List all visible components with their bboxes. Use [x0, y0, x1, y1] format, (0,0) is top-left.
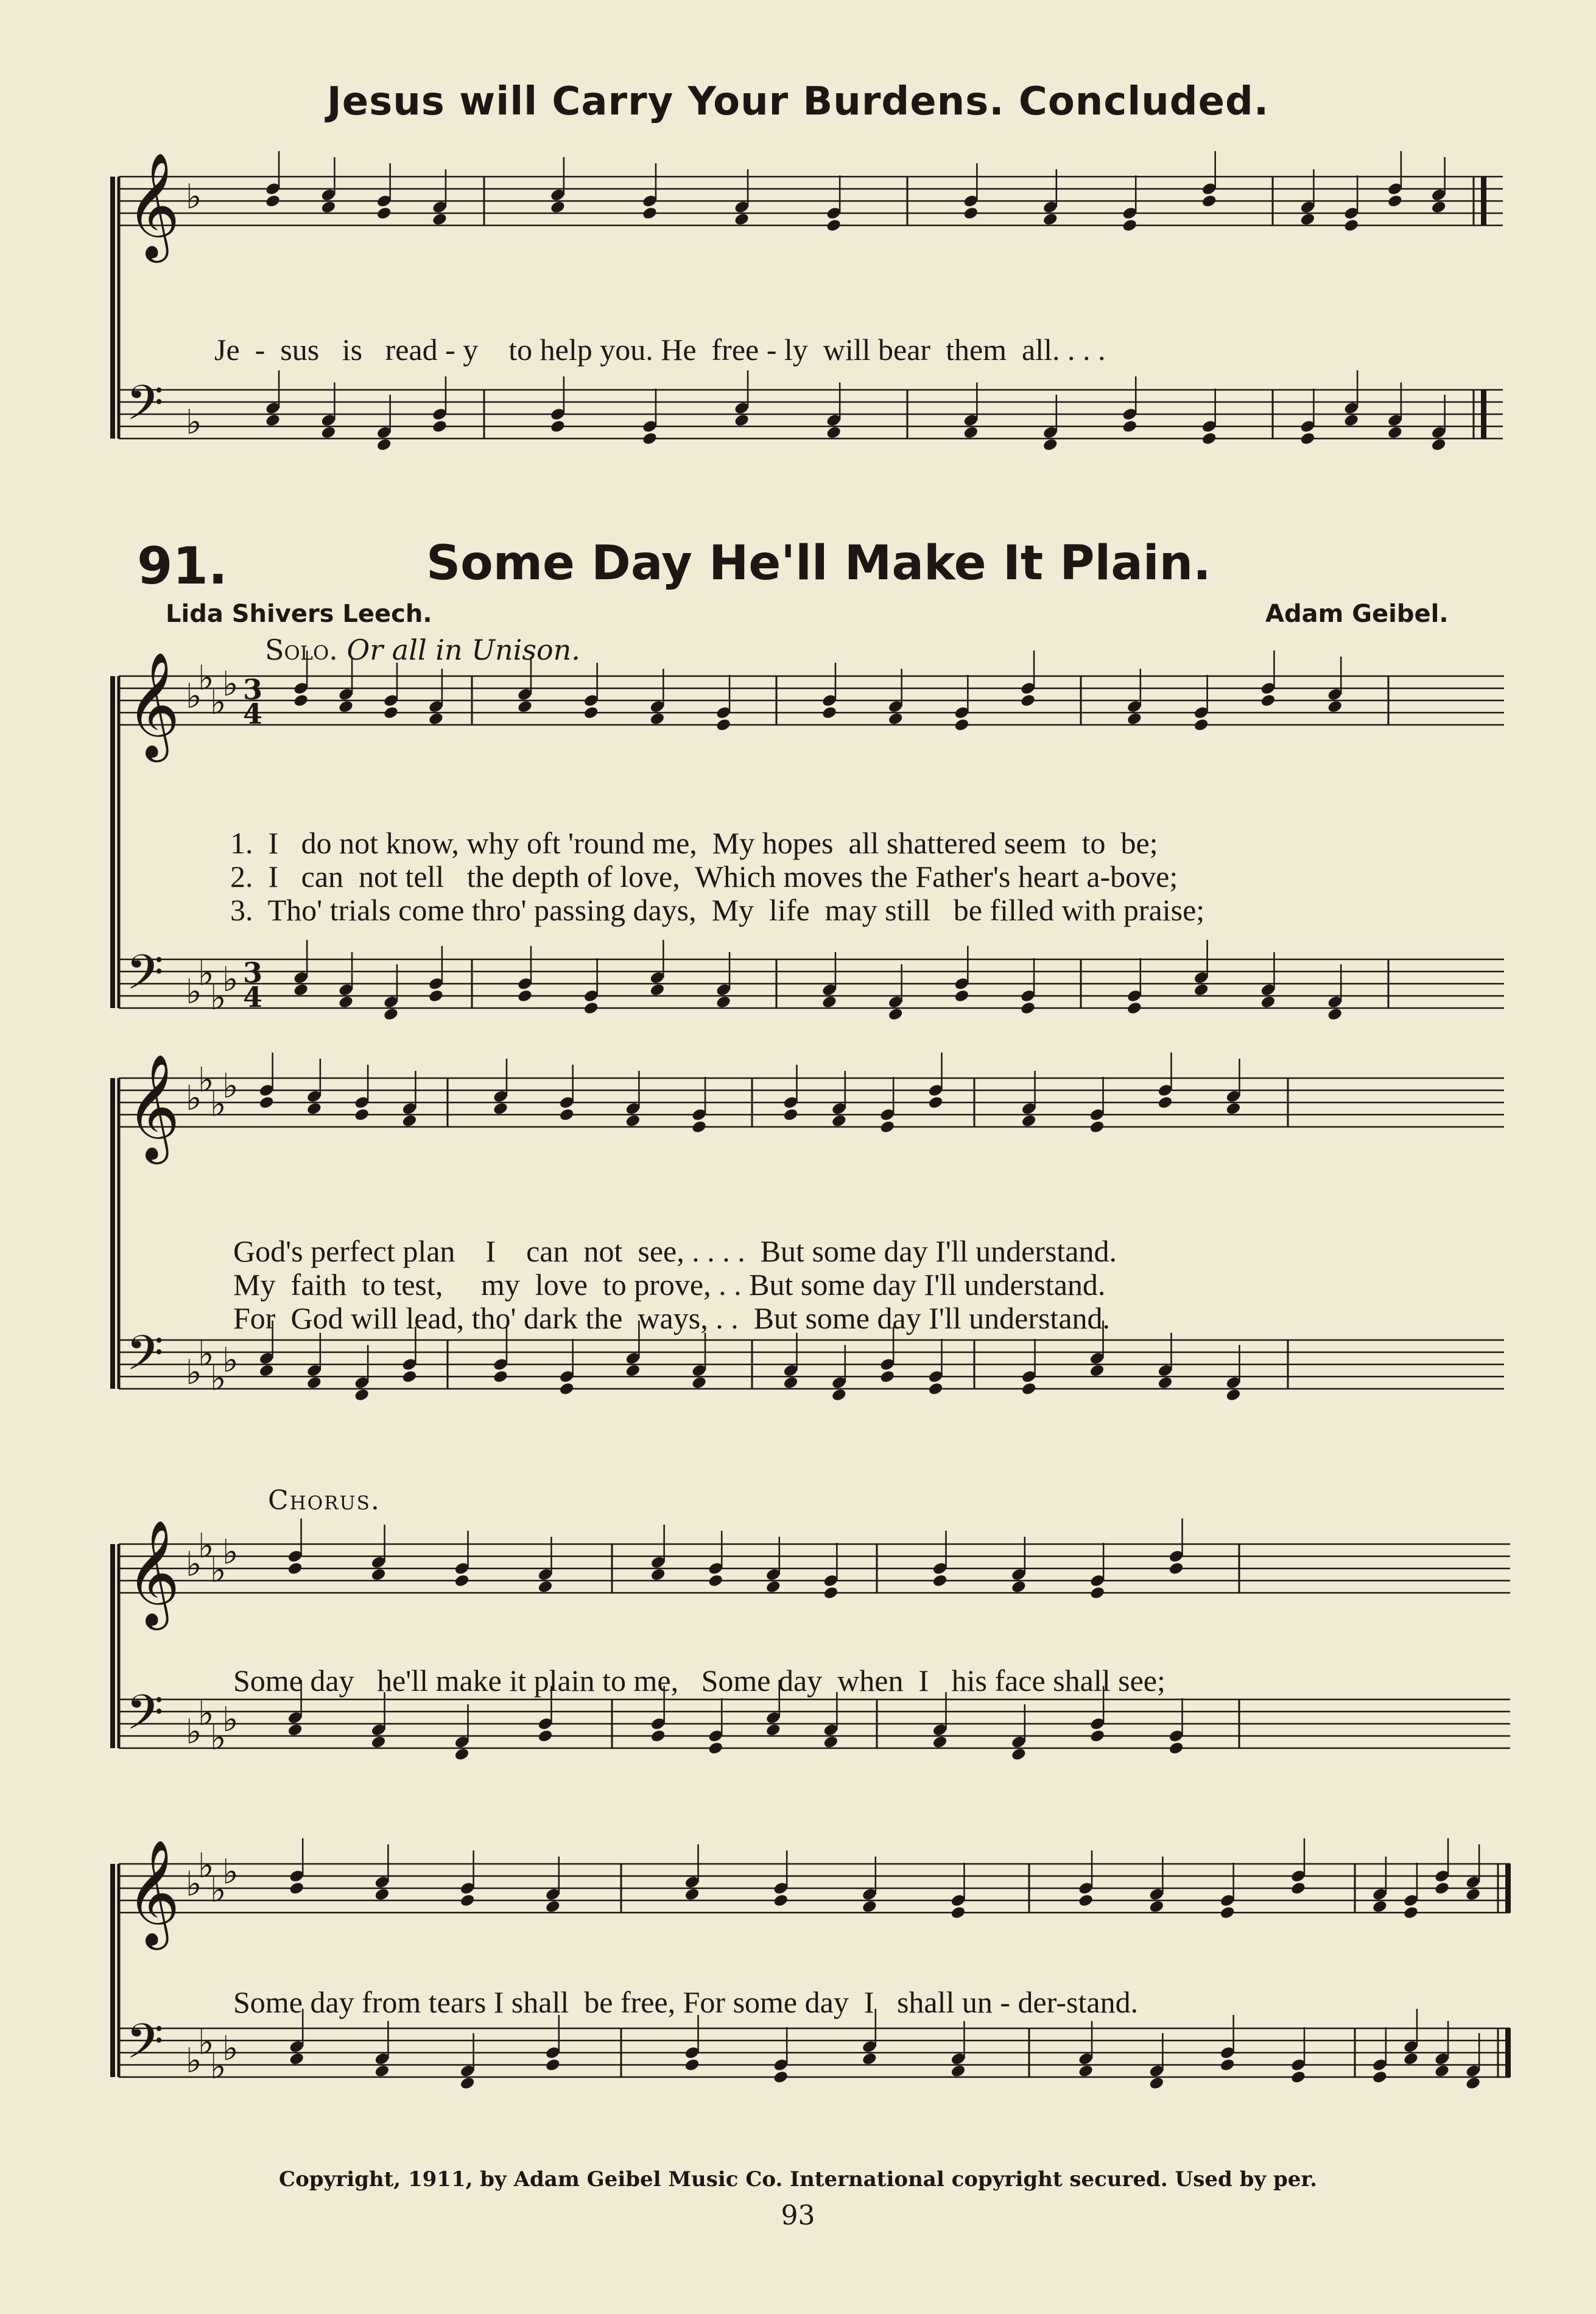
note-head — [650, 1729, 666, 1743]
note-head — [1089, 1363, 1105, 1378]
note-head — [879, 1120, 896, 1134]
chorus-label: Chorus. — [268, 1485, 381, 1516]
note-head — [550, 419, 566, 434]
note-head — [861, 1899, 877, 1914]
note-head — [1021, 1381, 1037, 1396]
flat-icon: ♭ — [222, 1067, 239, 1106]
note-head — [879, 1369, 896, 1384]
note-head — [826, 218, 842, 233]
treble-staff — [119, 652, 1504, 763]
note-head — [684, 2058, 700, 2072]
flat-icon: ♭ — [222, 1341, 239, 1380]
verse-1-line-1: 1. I do not know, why oft 'round me, My hopes all shattered seem to be; — [230, 826, 1158, 860]
flat-icon: ♭ — [186, 177, 202, 217]
note-head — [684, 1887, 700, 1902]
note-head — [963, 425, 979, 440]
note-head — [537, 1729, 554, 1743]
note-head — [338, 699, 354, 714]
note-head — [708, 1741, 724, 1755]
note-head — [650, 1567, 666, 1582]
note-head — [258, 1363, 275, 1378]
note-head — [950, 1905, 966, 1920]
note-head — [1126, 1001, 1142, 1015]
music-system-2 — [0, 1054, 1596, 1444]
note-head — [1225, 1388, 1242, 1402]
flat-icon: ♭ — [222, 665, 239, 704]
bass-clef-icon: 𝄢 — [126, 1684, 164, 1752]
note-head — [428, 989, 445, 1003]
note-head — [1148, 2076, 1165, 2090]
note-head — [1122, 419, 1138, 434]
bass-staff — [119, 1684, 1510, 1758]
note-head — [1193, 718, 1209, 732]
note-head — [428, 711, 445, 726]
note-head — [887, 711, 904, 726]
unison-label: Or all in Unison. — [346, 633, 580, 666]
note-head — [782, 1107, 799, 1122]
note-head — [691, 1120, 708, 1134]
note-head — [374, 1887, 390, 1902]
flat-icon: ♭ — [210, 1871, 227, 1910]
note-head — [376, 206, 392, 220]
note-head — [306, 1375, 323, 1390]
note-head — [823, 1586, 839, 1600]
flat-icon: ♭ — [198, 2023, 214, 2062]
music-system-1 — [0, 652, 1596, 1063]
flat-icon: ♭ — [198, 954, 214, 993]
note-head — [265, 413, 281, 428]
note-head — [625, 1363, 641, 1378]
note-head — [1465, 1887, 1482, 1902]
note-head — [932, 1573, 948, 1588]
flat-icon: ♭ — [186, 2041, 202, 2081]
flat-icon: ♭ — [210, 978, 227, 1018]
note-head — [1434, 1881, 1450, 1896]
note-head — [383, 705, 399, 720]
note-head — [1219, 1905, 1236, 1920]
note-head — [370, 1735, 387, 1749]
note-head — [493, 1101, 509, 1116]
note-head — [932, 1735, 948, 1749]
previous-hymn-title: Jesus will Carry Your Burdens. Concluded. — [326, 79, 1270, 124]
note-head — [293, 982, 309, 997]
note-head — [927, 1381, 944, 1396]
note-head — [954, 718, 970, 732]
treble-clef-icon: 𝄞 — [126, 152, 180, 258]
note-head — [1372, 1899, 1388, 1914]
note-head — [715, 718, 732, 732]
flat-icon: ♭ — [186, 677, 202, 716]
verse-3-line-2: For God will lead, tho' dark the ways, . . But some day I'll understand. — [233, 1301, 1111, 1335]
music-system-3 — [0, 1520, 1596, 1803]
note-head — [1089, 1586, 1106, 1600]
note-head — [306, 1101, 323, 1116]
note-head — [950, 2064, 966, 2078]
lyricist-credit: Lida Shivers Leech. — [166, 600, 432, 628]
flat-icon: ♭ — [186, 1545, 202, 1584]
note-head — [823, 1735, 839, 1749]
note-head — [258, 1095, 275, 1110]
note-head — [376, 437, 392, 452]
note-head — [963, 206, 979, 220]
note-head — [1126, 711, 1142, 726]
note-head — [821, 705, 838, 720]
note-head — [459, 1893, 476, 1908]
note-head — [1299, 212, 1316, 227]
bass-clef-icon: 𝄢 — [126, 1325, 164, 1393]
note-head — [642, 206, 658, 220]
note-head — [370, 1567, 387, 1582]
flat-icon: ♭ — [222, 1533, 239, 1572]
flat-icon: ♭ — [210, 1085, 227, 1124]
note-head — [826, 425, 842, 440]
note-head — [625, 1113, 641, 1128]
note-head — [287, 1561, 303, 1576]
chorus-line-1: Some day he'll make it plain to me, Some day when I his face shall see; — [233, 1663, 1165, 1698]
flat-icon: ♭ — [186, 1712, 202, 1752]
note-head — [558, 1107, 575, 1122]
note-head — [1430, 437, 1447, 452]
note-head — [954, 989, 970, 1003]
flat-icon: ♭ — [222, 960, 239, 1000]
flat-icon: ♭ — [186, 1353, 202, 1392]
treble-clef-icon: 𝄞 — [126, 1054, 180, 1160]
note-head — [265, 194, 281, 208]
treble-clef-icon: 𝄞 — [126, 652, 180, 758]
note-head — [1290, 2070, 1307, 2084]
note-head — [293, 693, 309, 708]
note-head — [1193, 982, 1209, 997]
treble-clef-icon: 𝄞 — [126, 1840, 180, 1945]
time-signature: 4 — [243, 981, 263, 1014]
verse-2-line-2: My faith to test, my love to prove, . . But some day I'll understand. — [233, 1268, 1106, 1302]
note-head — [1201, 194, 1217, 208]
note-head — [1343, 218, 1360, 233]
note-head — [1157, 1375, 1173, 1390]
performance-instruction — [265, 633, 580, 666]
note-head — [773, 1893, 789, 1908]
note-head — [1157, 1095, 1173, 1110]
note-head — [1010, 1747, 1027, 1762]
note-head — [374, 2064, 390, 2078]
note-head — [765, 1579, 781, 1594]
note-head — [1201, 431, 1217, 446]
flat-icon: ♭ — [198, 1694, 214, 1734]
note-head — [1168, 1561, 1184, 1576]
bass-staff — [119, 944, 1504, 1018]
note-head — [354, 1107, 370, 1122]
time-signature: 4 — [243, 697, 263, 730]
treble-staff — [119, 1520, 1510, 1631]
note-head — [1403, 1905, 1419, 1920]
note-head — [708, 1573, 724, 1588]
flat-icon: ♭ — [210, 1718, 227, 1758]
bass-clef-icon: 𝄢 — [126, 944, 164, 1012]
note-head — [1327, 1007, 1343, 1021]
note-head — [821, 995, 838, 1009]
note-head — [454, 1747, 470, 1762]
flat-icon: ♭ — [186, 1864, 202, 1904]
note-head — [537, 1579, 554, 1594]
note-head — [765, 1723, 781, 1737]
note-head — [550, 200, 566, 214]
note-head — [887, 1007, 904, 1021]
note-head — [1343, 413, 1360, 428]
note-head — [583, 1001, 599, 1015]
treble-staff — [119, 1840, 1510, 1950]
music-system-previous — [0, 152, 1596, 493]
note-head — [1089, 1729, 1106, 1743]
note-head — [544, 1899, 561, 1914]
composer-credit: Adam Geibel. — [1265, 600, 1449, 628]
page-number: 93 — [781, 2200, 815, 2231]
hymn-title: Some Day He'll Make It Plain. — [426, 536, 1211, 591]
note-head — [1042, 212, 1058, 227]
note-head — [734, 413, 750, 428]
note-head — [354, 1388, 370, 1402]
note-head — [1465, 2076, 1482, 2090]
flat-icon: ♭ — [222, 2029, 239, 2069]
note-head — [383, 1007, 399, 1021]
verse-2-line-1: 2. I can not tell the depth of love, Which moves the Father's heart a-bove; — [230, 859, 1178, 894]
note-head — [649, 711, 666, 726]
note-head — [1299, 431, 1316, 446]
flat-icon: ♭ — [210, 683, 227, 722]
note-head — [1403, 2051, 1419, 2066]
flat-icon: ♭ — [222, 1700, 239, 1740]
time-signature: 3 — [243, 673, 263, 706]
note-head — [773, 2070, 789, 2084]
note-head — [1021, 1113, 1037, 1128]
note-head — [831, 1113, 847, 1128]
flat-icon: ♭ — [186, 403, 202, 442]
note-head — [1078, 1893, 1094, 1908]
flat-icon: ♭ — [198, 1060, 214, 1100]
note-head — [517, 989, 533, 1003]
note-head — [649, 982, 666, 997]
bass-clef-icon: 𝄢 — [126, 2013, 164, 2081]
note-head — [401, 1369, 418, 1384]
note-head — [558, 1381, 575, 1396]
note-head — [401, 1113, 418, 1128]
note-head — [1387, 194, 1404, 208]
flat-icon: ♭ — [198, 1526, 214, 1566]
note-head — [1327, 699, 1343, 714]
note-head — [454, 1573, 470, 1588]
flat-icon: ♭ — [210, 1359, 227, 1399]
note-head — [287, 1723, 303, 1737]
note-head — [1020, 1001, 1036, 1015]
treble-clef-icon: 𝄞 — [126, 1520, 180, 1626]
music-system-4 — [0, 1840, 1596, 2132]
note-head — [493, 1369, 509, 1384]
note-head — [1148, 1899, 1165, 1914]
flat-icon: ♭ — [198, 658, 214, 698]
flat-icon: ♭ — [198, 1846, 214, 1886]
note-head — [734, 212, 750, 227]
note-head — [1020, 693, 1036, 708]
note-head — [517, 699, 533, 714]
flat-icon: ♭ — [210, 1551, 227, 1590]
note-head — [544, 2058, 561, 2072]
note-head — [927, 1095, 944, 1110]
bass-staff — [119, 1325, 1504, 1399]
note-head — [1078, 2064, 1094, 2078]
solo-label: Solo. — [265, 633, 338, 666]
note-head — [1430, 200, 1447, 214]
note-head — [1219, 2058, 1236, 2072]
note-head — [715, 995, 732, 1009]
note-head — [782, 1375, 799, 1390]
hymn-number: 91. — [137, 536, 228, 596]
note-head — [1387, 425, 1404, 440]
treble-staff — [119, 1054, 1504, 1165]
flat-icon: ♭ — [222, 1852, 239, 1892]
flat-icon: ♭ — [186, 1079, 202, 1118]
note-head — [320, 425, 337, 440]
note-head — [1225, 1101, 1242, 1116]
note-head — [861, 2051, 877, 2066]
note-head — [1089, 1120, 1105, 1134]
chorus-line-2: Some day from tears I shall be free, For some day I shall un - der-stand. — [233, 1985, 1139, 2019]
verse-3-line-1: 3. Tho' trials come thro' passing days, My life may still be filled with praise; — [230, 893, 1205, 927]
note-head — [583, 705, 599, 720]
previous-hymn-lyric: Je - sus is read - y to help you. He free - ly will bear them all. . . . — [214, 333, 1106, 367]
note-head — [1260, 693, 1276, 708]
note-head — [1168, 1741, 1184, 1755]
bass-clef-icon: 𝄢 — [126, 375, 164, 443]
note-head — [289, 2051, 305, 2066]
verse-1-line-2: God's perfect plan I can not see, . . . . But some day I'll understand. — [233, 1234, 1117, 1268]
flat-icon: ♭ — [186, 972, 202, 1012]
note-head — [1372, 2070, 1388, 2084]
note-head — [432, 419, 448, 434]
flat-icon: ♭ — [198, 1335, 214, 1374]
note-head — [1010, 1579, 1027, 1594]
note-head — [289, 1881, 305, 1896]
note-head — [432, 212, 448, 227]
note-head — [320, 200, 337, 214]
note-head — [831, 1388, 847, 1402]
copyright-notice: Copyright, 1911, by Adam Geibel Music Co. International copyright secured. Used by per. — [279, 2167, 1317, 2192]
note-head — [1260, 995, 1276, 1009]
note-head — [691, 1375, 708, 1390]
note-head — [459, 2076, 476, 2090]
note-head — [642, 431, 658, 446]
flat-icon: ♭ — [210, 2047, 227, 2087]
note-head — [1290, 1881, 1307, 1896]
note-head — [338, 995, 354, 1009]
note-head — [1434, 2064, 1450, 2078]
note-head — [1122, 218, 1138, 233]
note-head — [1042, 437, 1058, 452]
time-signature: 3 — [243, 956, 263, 989]
